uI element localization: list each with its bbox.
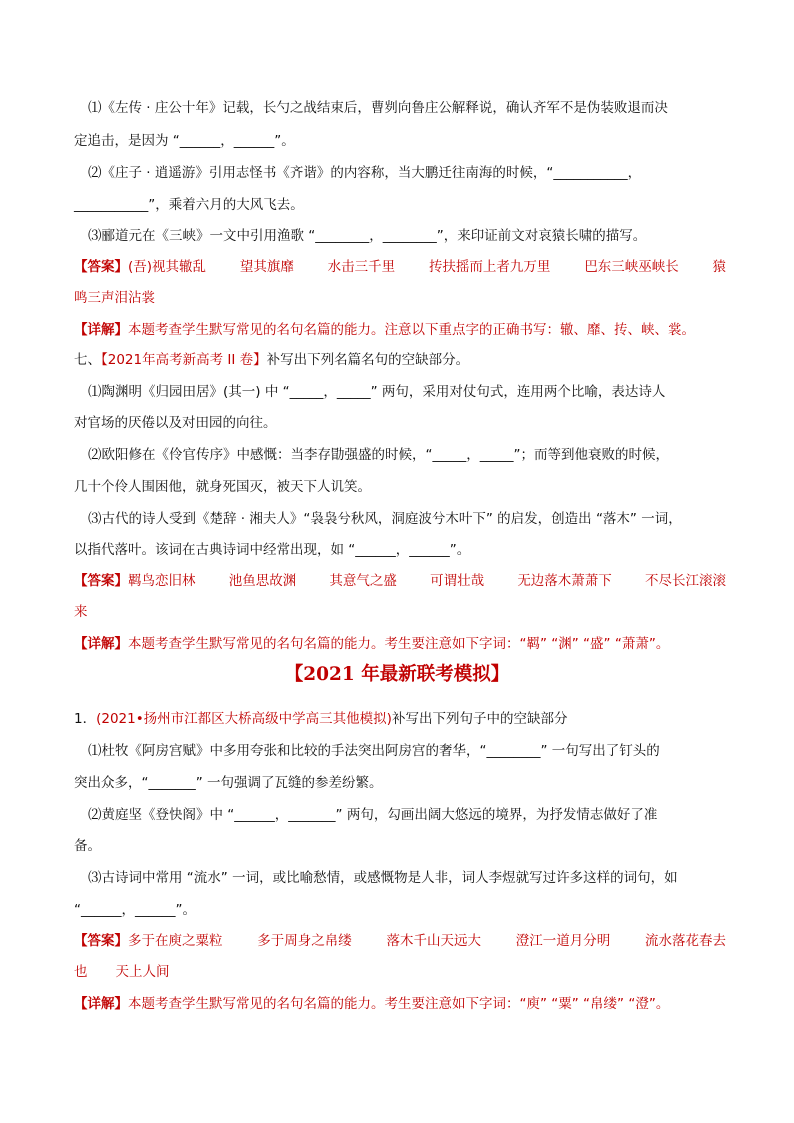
b6-q1-line2: 定追击，是因为 “______，______”。 (74, 133, 295, 149)
b7-q1-line2: 对官场的厌倦以及对田园的向往。 (74, 415, 277, 431)
b8-q3-line1: ⑶古诗词中常用 “流水” 一词，或比喻愁情，或感慨物是人非，词人李煜就写过许多这样的词句，如 (88, 870, 678, 886)
answer-item: 巴东三峡巫峡长 (584, 259, 679, 275)
heading-suffix: 补写出下列名篇名句的空缺部分。 (266, 352, 470, 368)
answer-item: 其意气之盛 (329, 573, 397, 589)
b6-q2-line2: ___________”，乘着六月的大风飞去。 (74, 197, 304, 213)
detail-label: 【详解】 (74, 996, 128, 1012)
b6-answer-line2: 鸣三声泪沾裳 (74, 290, 155, 306)
b7-q2-line2: 几十个伶人围困他，就身死国灭，被天下人讥笑。 (74, 479, 371, 495)
answer-item: (吾)视其辙乱 (128, 259, 207, 275)
b6-q3-line1: ⑶郦道元在《三峡》一文中引用渔歌 “________，________”，来印证前文对哀猿长啸的描写。 (88, 228, 647, 244)
detail-label: 【详解】 (74, 322, 128, 338)
b7-q3-line1: ⑶古代的诗人受到《楚辞 · 湘夫人》“袅袅兮秋风，洞庭波兮木叶下” 的启发，创造出 “落木” 一词， (88, 511, 682, 527)
b6-q1-line1: ⑴《左传 · 庄公十年》记载，长勺之战结束后，曹刿向鲁庄公解释说，确认齐军不是伪装败退而决 (88, 100, 668, 116)
heading-source: (2021•扬州市江都区大桥高级中学高三其他模拟) (96, 711, 392, 727)
answer-item: 澄江一道月分明 (515, 933, 611, 949)
b8-q3-line2: “______，______”。 (74, 902, 196, 918)
answer-item: 天上人间 (115, 964, 170, 980)
b8-answer-line2 (74, 962, 726, 982)
answer-item: 流水落花春去 (645, 933, 726, 949)
answer-label: 【答案】 (74, 259, 128, 275)
heading-prefix: 七、 (74, 352, 101, 368)
b7-detail (74, 634, 726, 654)
answer-item: 落木千山天远大 (386, 933, 481, 949)
b8-answer-row (74, 931, 726, 951)
b7-answer-line2: 来 (74, 604, 88, 620)
detail-text: 本题考查学生默写常见的名句名篇的能力。考生要注意如下字词：“羁” “渊” “盛” “萧萧”。 (128, 636, 670, 652)
answer-item: 羁鸟恋旧林 (128, 573, 196, 589)
answer-item: 也 (74, 964, 88, 980)
b6-detail (74, 320, 726, 340)
answer-label: 【答案】 (74, 933, 128, 949)
answer-item: 无边落木萧萧下 (517, 573, 612, 589)
b8-heading (74, 709, 726, 729)
b6-answer-row (74, 257, 726, 277)
answer-label: 【答案】 (74, 573, 128, 589)
b7-q1-line1: ⑴陶渊明《归园田居》(其一) 中 “_____，_____” 两句，采用对仗句式，连用两个比喻，表达诗人 (88, 384, 666, 400)
b7-q3-line2: 以指代落叶。该词在古典诗词中经常出现，如 “______，______”。 (74, 542, 471, 558)
b8-q1-line2: 突出众多，“_______” 一句强调了瓦缝的参差纷繁。 (74, 775, 383, 791)
b7-q2-line1: ⑵欧阳修在《伶官传序》中感慨：当李存勖强盛的时候，“_____，_____”；而等到他衰败的时候， (88, 447, 669, 463)
b8-q2-line1: ⑵黄庭坚《登快阁》中 “______，_______” 两句，勾画出阔大悠远的境界，为抒发情志做好了准 (88, 807, 658, 823)
answer-item: 水击三千里 (327, 259, 396, 275)
answer-item: 多于周身之帛缕 (257, 933, 352, 949)
heading-source: 【2021年高考新高考 II 卷】 (101, 352, 267, 368)
b6-q2-line1: ⑵《庄子 · 逍遥游》引用志怪书《齐谐》的内容称，当大鹏迁往南海的时候，“___________， (88, 165, 642, 181)
detail-text: 本题考查学生默写常见的名句名篇的能力。注意以下重点字的正确书写：辙、靡、抟、峡、裳。 (128, 322, 695, 338)
b7-heading (74, 350, 726, 370)
detail-label: 【详解】 (74, 636, 128, 652)
answer-item: 池鱼思故渊 (228, 573, 297, 589)
answer-item: 多于在庾之粟粒 (128, 933, 223, 949)
answer-item: 不尽长江滚滚 (645, 573, 727, 589)
answer-item: 抟扶摇而上者九万里 (428, 259, 551, 275)
answer-item: 可谓壮哉 (430, 573, 485, 589)
answer-item: 猿 (712, 259, 727, 275)
b8-q2-line2: 备。 (74, 838, 101, 854)
answer-item: 望其旗靡 (239, 259, 294, 275)
b8-q1-line1: ⑴杜牧《阿房宫赋》中多用夸张和比较的手法突出阿房宫的奢华，“________” 一句写出了钉头的 (88, 743, 660, 759)
heading-suffix: 补写出下列句子中的空缺部分 (391, 711, 568, 727)
b7-answer-row (74, 571, 726, 591)
question-number: 1． (74, 711, 97, 727)
detail-text: 本题考查学生默写常见的名句名篇的能力。考生要注意如下字词：“庾” “粟” “帛缕” “澄”。 (128, 996, 670, 1012)
b8-detail (74, 994, 726, 1014)
section-title: 【2021 年最新联考模拟】 (284, 664, 510, 685)
